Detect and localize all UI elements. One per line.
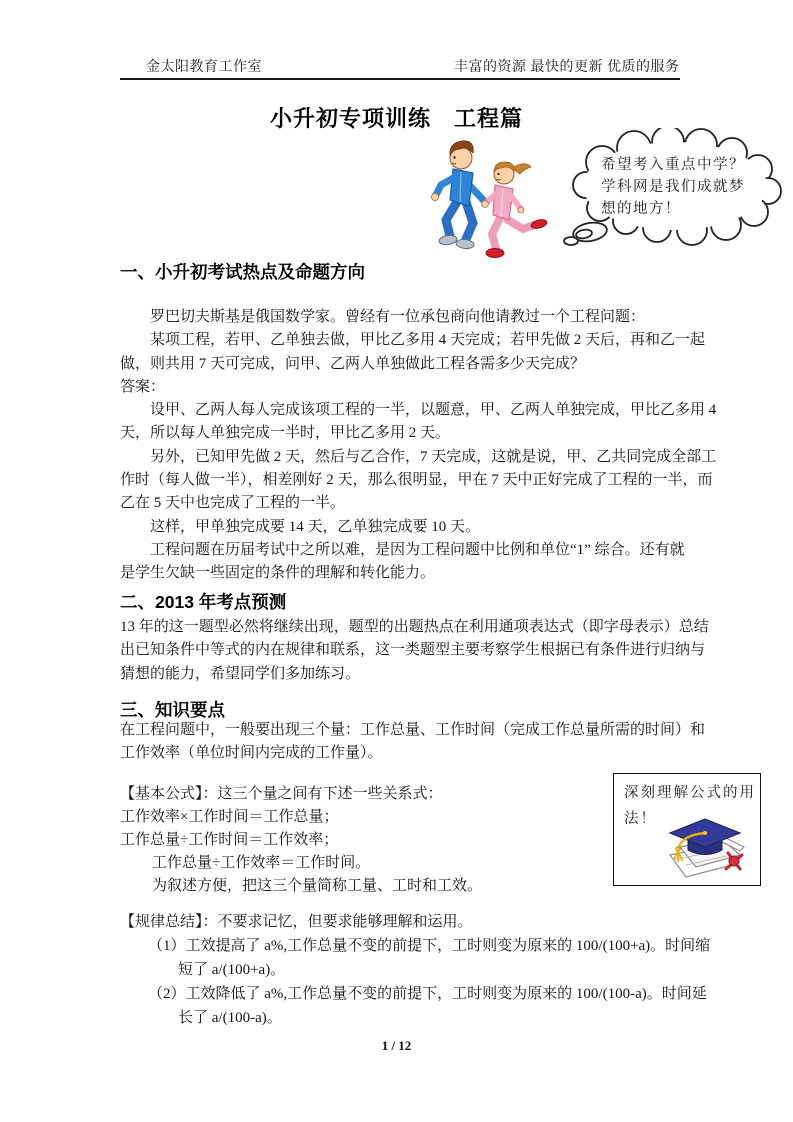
page-title: 小升初专项训练 工程篇	[269, 106, 523, 131]
text-line: 工作总量÷工作时间＝工作效率；	[120, 832, 339, 848]
text-line: （1）工效提高了 a%,工作总量不变的前提下，工时则变为原来的 100/(100+a)。时间缩	[148, 938, 711, 954]
text-line: 学科网是我们成就梦	[601, 178, 745, 195]
text-line: 这样，甲单独完成要 14 天，乙单独完成要 10 天。	[150, 518, 481, 535]
text-line: 为叙述方便，把这三个量简称工量、工时和工效。	[152, 878, 483, 894]
header-right-text: 丰富的资源 最快的更新 优质的服务	[454, 60, 680, 75]
text-line: 【基本公式】：这三个量之间有下述一些关系式：	[120, 786, 443, 802]
text-line: 在工程问题中，一般要出现三个量：工作总量、工作时间（完成工作总量所需的时间）和	[120, 722, 706, 738]
section-heading-3: 三、知识要点	[120, 700, 225, 720]
text-line: 猜想的能力，希望同学们多加练习。	[120, 665, 361, 682]
text-line: 作时（每人做一半），相差刚好 2 天，那么很明显，甲在 7 天中正好完成了工程的一半，而	[120, 472, 713, 489]
text-line: 罗巴切夫斯基是俄国数学家。曾经有一位承包商向他请教过一个工程问题：	[150, 309, 646, 325]
text-line: 【规律总结】：不要求记忆，但要求能够理解和运用。	[120, 914, 473, 930]
text-line: 出已知条件中等式的内在规律和联系，这一类题型主要考察学生根据已有条件进行归纳与	[120, 642, 706, 659]
text-line: 另外，已知甲先做 2 天，然后与乙合作，7 天完成，这就是说，甲、乙共同完成全部工	[150, 448, 717, 465]
section-heading-2: 二、2013 年考点预测	[120, 592, 287, 612]
side-note-box	[613, 773, 761, 886]
text-line: （2）工效降低了 a%,工作总量不变的前提下，工时则变为原来的 100/(100-a)。时间延	[148, 986, 707, 1002]
text-line: 想的地方！	[601, 200, 681, 217]
basic-formulas-block	[120, 783, 482, 898]
text-line: 某项工程，若甲、乙单独去做，甲比乙多用 4 天完成；若甲先做 2 天后，再和乙一起	[150, 332, 706, 349]
section-2-paragraphs	[120, 616, 709, 686]
text-line: 法！	[624, 811, 657, 827]
text-line: 乙在 5 天中也完成了工程的一半。	[120, 495, 346, 512]
text-line: 希望考入重点中学？	[601, 157, 745, 173]
text-line: 长了 a/(100-a)。	[178, 1010, 282, 1026]
text-line: 设甲、乙两人每人完成该项工程的一半，以题意，甲、乙两人单独完成，甲比乙多用 4	[150, 402, 717, 419]
text-line: 答案：	[120, 378, 166, 395]
text-line: 深刻理解公式的用	[624, 785, 756, 801]
section-3-paragraphs	[120, 719, 705, 766]
text-line: 工作总量÷工作效率＝工作时间。	[152, 855, 371, 871]
text-line: 工作效率×工作时间＝工作总量；	[120, 809, 339, 825]
text-line: 短了 a/(100+a)。	[178, 962, 286, 978]
header-divider	[120, 78, 680, 80]
text-line: 是学生欠缺一些固定的条件的理解和转化能力。	[120, 565, 436, 582]
header-left-text: 金太阳教育工作室	[146, 60, 262, 75]
text-line: 工程问题在历届考试中之所以难，是因为工程问题中比例和单位“1” 综合。还有就	[150, 541, 685, 558]
page-number: 1 / 12	[381, 1038, 412, 1053]
running-kids-illustration	[428, 136, 564, 264]
graduation-cap-icon	[660, 817, 750, 881]
text-line: 做，则共用 7 天可完成，问甲、乙两人单独做此工程各需多少天完成？	[120, 355, 586, 372]
text-line: 工作效率（单位时间内完成的工作量）。	[120, 745, 383, 762]
section-heading-1: 一、小升初考试热点及命题方向	[120, 262, 365, 282]
thought-bubble-text	[601, 155, 745, 220]
text-line: 13 年的这一题型必然将继续出现，题型的出题热点在利用通项表达式（即字母表示）总结	[120, 619, 709, 635]
section-1-paragraphs	[120, 306, 716, 586]
rules-summary-block	[120, 910, 710, 1030]
text-line: 天，所以每人单独完成一半时，甲比乙多用 2 天。	[120, 425, 451, 442]
